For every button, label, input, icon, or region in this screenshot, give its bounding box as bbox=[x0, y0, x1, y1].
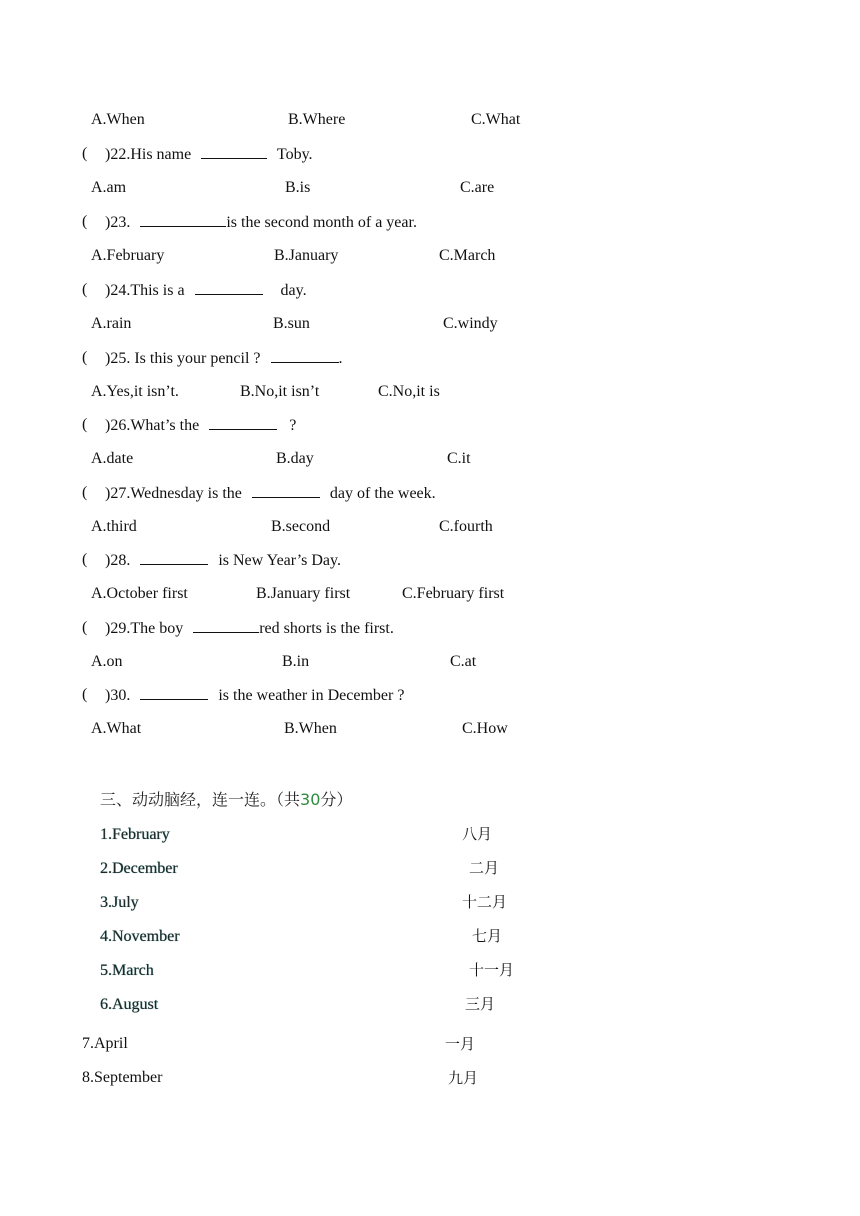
stem-after: is the weather in December ? bbox=[218, 687, 405, 704]
match-left-item: 1.February bbox=[100, 826, 170, 843]
match-left-item: 3.July bbox=[100, 894, 139, 911]
answer-paren: ( bbox=[82, 416, 88, 433]
match-right-item: 二月 bbox=[469, 859, 500, 877]
option-b: B.day bbox=[276, 450, 314, 467]
stem-before: )23. bbox=[105, 214, 131, 231]
stem-before: )25. Is this your pencil ? bbox=[105, 350, 261, 367]
answer-blank bbox=[209, 415, 277, 430]
answer-paren: ( bbox=[82, 551, 88, 568]
stem-after: Toby. bbox=[276, 146, 313, 163]
question-stem bbox=[105, 415, 296, 436]
match-right-item: 十二月 bbox=[462, 893, 508, 911]
match-left-item: 6.August bbox=[100, 996, 159, 1013]
option-a: A.Yes,it isn’t. bbox=[91, 383, 179, 400]
option-b: B.January first bbox=[256, 585, 351, 602]
stem-after: . bbox=[338, 350, 343, 367]
match-right-item: 八月 bbox=[462, 825, 493, 843]
question-stem bbox=[105, 685, 404, 706]
answer-paren: ( bbox=[82, 349, 88, 366]
match-left-item: 5.March bbox=[100, 962, 154, 979]
answer-blank bbox=[201, 144, 267, 159]
option-b: B.second bbox=[271, 518, 331, 535]
option-b: B.When bbox=[284, 720, 337, 737]
question-stem bbox=[105, 280, 307, 301]
answer-paren: ( bbox=[82, 686, 88, 703]
answer-paren: ( bbox=[82, 619, 88, 636]
match-left-item: 4.November bbox=[100, 928, 180, 945]
match-left-item: 8.September bbox=[82, 1069, 163, 1086]
match-right-item: 三月 bbox=[465, 995, 496, 1013]
answer-paren: ( bbox=[82, 281, 88, 298]
option-b: B.is bbox=[285, 179, 311, 196]
option-a: A.on bbox=[91, 653, 123, 670]
section-3-title bbox=[100, 790, 352, 810]
match-left-item: 2.December bbox=[100, 860, 178, 877]
stem-before: )28. bbox=[105, 552, 131, 569]
option-a: A.February bbox=[91, 247, 165, 264]
option-b: B.January bbox=[274, 247, 339, 264]
option-c: C.at bbox=[450, 653, 477, 670]
option-b: B.sun bbox=[273, 315, 310, 332]
stem-before: )30. bbox=[105, 687, 131, 704]
option-c: C.February first bbox=[402, 585, 505, 602]
section-title-prefix: 三、动动脑经，连一连。（共 bbox=[100, 790, 301, 809]
stem-after: ? bbox=[289, 417, 297, 434]
answer-paren: ( bbox=[82, 213, 88, 230]
option-a: A.rain bbox=[91, 315, 132, 332]
question-stem bbox=[105, 212, 417, 233]
option-b: B.No,it isn’t bbox=[240, 383, 320, 400]
stem-after: is the second month of a year. bbox=[226, 214, 417, 231]
answer-blank bbox=[140, 212, 226, 227]
match-right-item: 九月 bbox=[448, 1069, 479, 1087]
option-c: C.windy bbox=[443, 315, 498, 332]
option-c: C.No,it is bbox=[378, 383, 440, 400]
stem-after: red shorts is the first. bbox=[259, 620, 394, 637]
answer-paren: ( bbox=[82, 145, 88, 162]
match-right-item: 一月 bbox=[445, 1035, 476, 1053]
answer-blank bbox=[271, 348, 339, 363]
question-stem bbox=[105, 483, 436, 504]
option-a: A.third bbox=[91, 518, 137, 535]
option-c: C.it bbox=[447, 450, 471, 467]
option-a: A.date bbox=[91, 450, 134, 467]
stem-after: day. bbox=[280, 282, 307, 299]
section-title-suffix: 分） bbox=[320, 790, 353, 809]
stem-before: )22.His name bbox=[105, 146, 192, 163]
stem-after: day of the week. bbox=[329, 485, 436, 502]
match-left-item: 7.April bbox=[82, 1035, 128, 1052]
answer-blank bbox=[193, 618, 259, 633]
question-stem bbox=[105, 550, 341, 571]
option-a: A.October first bbox=[91, 585, 188, 602]
match-right-item: 七月 bbox=[472, 927, 503, 945]
match-right-item: 十一月 bbox=[469, 961, 515, 979]
stem-after: is New Year’s Day. bbox=[218, 552, 341, 569]
question-stem bbox=[105, 348, 343, 369]
q21-option-b: B.Where bbox=[288, 111, 346, 128]
answer-blank bbox=[252, 483, 320, 498]
answer-paren: ( bbox=[82, 484, 88, 501]
option-c: C.How bbox=[462, 720, 508, 737]
option-a: A.am bbox=[91, 179, 127, 196]
q21-option-c: C.What bbox=[471, 111, 521, 128]
question-stem bbox=[105, 618, 394, 639]
option-c: C.fourth bbox=[439, 518, 493, 535]
stem-before: )29.The boy bbox=[105, 620, 184, 637]
option-a: A.What bbox=[91, 720, 142, 737]
stem-before: )27.Wednesday is the bbox=[105, 485, 242, 502]
answer-blank bbox=[140, 550, 208, 565]
stem-before: )24.This is a bbox=[105, 282, 185, 299]
stem-before: )26.What’s the bbox=[105, 417, 200, 434]
question-stem bbox=[105, 144, 313, 165]
section-title-score: 30 bbox=[300, 790, 321, 809]
answer-blank bbox=[195, 280, 263, 295]
option-c: C.are bbox=[460, 179, 495, 196]
q21-option-a: A.When bbox=[91, 111, 145, 128]
option-c: C.March bbox=[439, 247, 496, 264]
option-b: B.in bbox=[282, 653, 310, 670]
answer-blank bbox=[140, 685, 208, 700]
